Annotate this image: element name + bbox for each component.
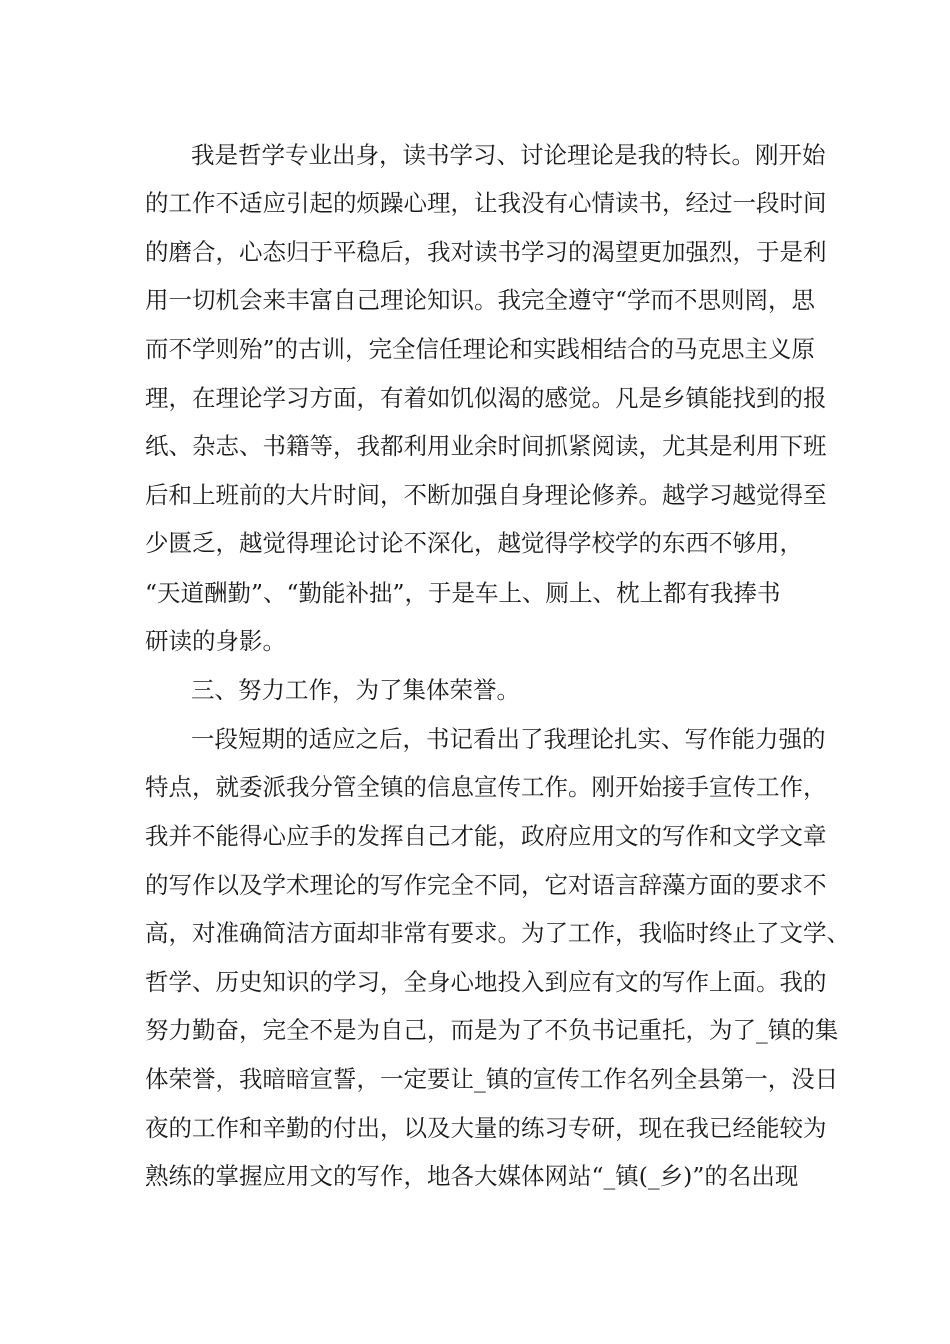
paragraph-line: 我是哲学专业出身，读书学习、讨论理论是我的特长。刚开始	[191, 141, 826, 169]
paragraph-line: 高，对准确简洁方面却非常有要求。为了工作，我临时终止了文学、	[145, 919, 850, 947]
paragraph-line: 努力勤奋，完全不是为自己，而是为了不负书记重托，为了_镇的集	[145, 1016, 839, 1044]
paragraph-line: 少匮乏，越觉得理论讨论不深化，越觉得学校学的东西不够用，	[145, 529, 803, 557]
paragraph-line: 熟练的掌握应用文的写作，地各大媒体网站“_镇(_乡)”的名出现	[145, 1162, 799, 1190]
paragraph-line: 理，在理论学习方面，有着如饥似渴的感觉。凡是乡镇能找到的报	[145, 384, 827, 412]
paragraph-line: 我并不能得心应手的发挥自己才能，政府应用文的写作和文学文章	[145, 822, 827, 850]
paragraph-line: 后和上班前的大片时间，不断加强自身理论修养。越学习越觉得至	[145, 481, 827, 509]
paragraph-line: 研读的身影。	[145, 627, 286, 655]
paragraph-line: 体荣誉，我暗暗宣誓，一定要让_镇的宣传工作名列全县第一，没日	[145, 1065, 839, 1093]
paragraph-line: 而不学则殆”的古训，完全信任理论和实践相结合的马克思主义原	[145, 335, 816, 363]
paragraph-line: 用一切机会来丰富自己理论知识。我完全遵守“学而不思则罔，思	[145, 286, 816, 314]
paragraph-line: 的写作以及学术理论的写作完全不同，它对语言辞藻方面的要求不	[145, 871, 827, 899]
section-heading: 三、努力工作，为了集体荣誉。	[191, 676, 520, 704]
paragraph-line: 一段短期的适应之后，书记看出了我理论扎实、写作能力强的	[191, 725, 826, 753]
paragraph-line: 纸、杂志、书籍等，我都利用业余时间抓紧阅读，尤其是利用下班	[145, 432, 827, 460]
paragraph-line: 夜的工作和辛勤的付出，以及大量的练习专研，现在我已经能较为	[145, 1114, 827, 1142]
paragraph-line: 的磨合，心态归于平稳后，我对读书学习的渴望更加强烈，于是利	[145, 238, 827, 266]
paragraph-line: 的工作不适应引起的烦躁心理，让我没有心情读书，经过一段时间	[145, 189, 827, 217]
paragraph-line: 哲学、历史知识的学习，全身心地投入到应有文的写作上面。我的	[145, 968, 827, 996]
paragraph-line: 特点，就委派我分管全镇的信息宣传工作。刚开始接手宣传工作，	[145, 773, 827, 801]
paragraph-line: “天道酬勤”、“勤能补拙”，于是车上、厕上、枕上都有我捧书	[145, 579, 781, 607]
